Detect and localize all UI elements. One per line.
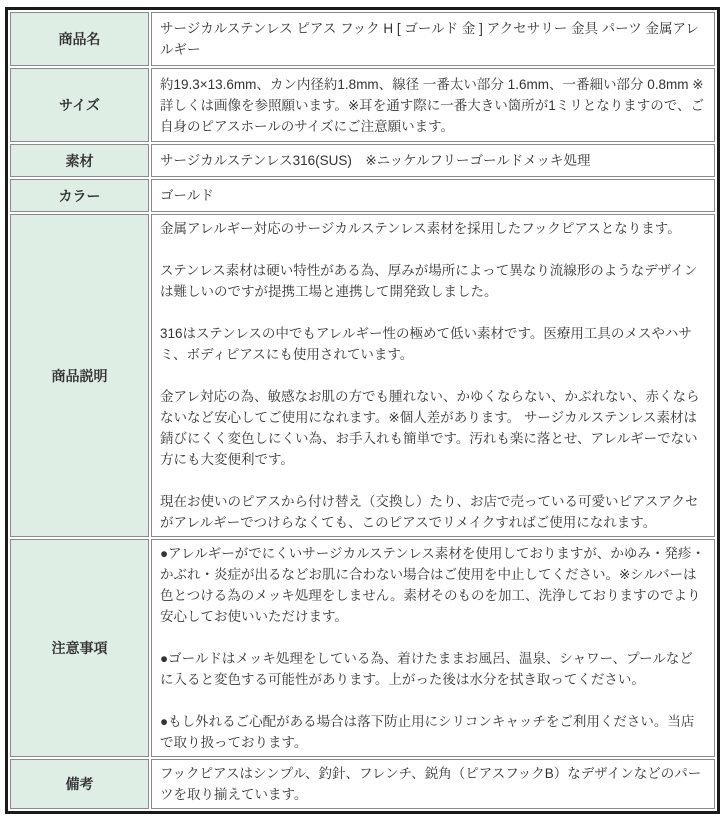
spec-row-label: サイズ: [10, 68, 149, 142]
table-row: [10, 214, 715, 537]
value-paragraph: ●ゴールドはメッキ処理をしている為、着けたままお風呂、温泉、シャワー、プールなどに入ると変色する可能性があります。上がった後は水分を拭き取ってください。: [160, 651, 693, 687]
spec-rows: [10, 12, 715, 809]
spec-row-value: [151, 179, 715, 212]
spec-row-label: 素材: [10, 144, 149, 177]
value-paragraph: ●もし外れるご心配がある場合は落下防止用にシリコンキャッチをご利用ください。当店で取り扱っております。: [160, 714, 695, 750]
spec-row-label: 注意事項: [10, 539, 149, 757]
spec-row-label: カラー: [10, 179, 149, 212]
spec-row-value: [151, 759, 715, 809]
value-paragraph: 約19.3×13.6mm、カン内径約1.8mm、線径 一番太い部分 1.6mm、一番細い部分 0.8mm ※詳しくは画像を参照願います。※耳を通す際に一番大きい箇所が1ミリとなりますので、ご自身のピアスホールのサイズにご注意願います。: [160, 76, 704, 134]
value-paragraph: 316はステンレスの中でもアレルギー性の極めて低い素材です。医療用工具のメスやハサミ、ボディピアスにも使用されています。: [160, 326, 692, 362]
value-paragraph: 金アレ対応の為、敏感なお肌の方でも腫れない、かゆくならない、かぶれない、赤くならないなど安心してご使用になれます。※個人差があります。 サージカルステンレス素材は錆びにくく変色しにくい為、お手入れも簡単です。汚れも楽に落とせ、アレルギーでない方にも大変便利です。: [160, 389, 700, 467]
value-paragraph: 現在お使いのピアスから付け替え（交換し）たり、お店で売っている可愛いピアスアクセがアレルギーでつけらなくても、このピアスでリメイクすればご使用になれます。: [160, 494, 699, 530]
value-paragraph: ステンレス素材は硬い特性がある為、厚みが場所によって異なり流線形のようなデザインは難しいのですが提携工場と連携して開発致しました。: [160, 263, 698, 299]
table-row: [10, 759, 715, 809]
spec-row-label: 商品説明: [10, 214, 149, 537]
value-paragraph: ゴールド: [160, 188, 214, 203]
value-paragraph: ●アレルギーがでにくいサージカルステンレス素材を使用しておりますが、かゆみ・発疹・かぶれ・炎症が出るなどお肌に合わない場合はご使用を中止してください。※シルバーは色とつける為のメッキ処理をしません。素材そのものを加工、洗浄しておりますのでより安心してお使いいただけます。: [160, 546, 705, 624]
spec-row-value: [151, 214, 715, 537]
spec-row-value: [151, 539, 715, 757]
value-paragraph: サージカルステンレス316(SUS) ※ニッケルフリーゴールドメッキ処理: [160, 153, 591, 168]
product-spec-table: [5, 7, 720, 814]
table-row: [10, 144, 715, 177]
spec-row-label: 備考: [10, 759, 149, 809]
spec-row-label: 商品名: [10, 12, 149, 66]
spec-row-value: [151, 144, 715, 177]
table-row: [10, 12, 715, 66]
table-row: [10, 179, 715, 212]
spec-row-value: [151, 68, 715, 142]
table-row: [10, 539, 715, 757]
value-paragraph: フックピアスはシンプル、釣針、フレンチ、鋭角（ピアスフックB）なデザインなどのパーツを取り揃えています。: [160, 766, 702, 802]
value-paragraph: 金属アレルギー対応のサージカルステンレス素材を採用したフックピアスとなります。: [160, 221, 681, 236]
spec-row-value: [151, 12, 715, 66]
value-paragraph: サージカルステンレス ピアス フック H [ ゴールド 金 ] アクセサリー 金具 パーツ 金属アレルギー: [160, 21, 699, 57]
table-row: [10, 68, 715, 142]
